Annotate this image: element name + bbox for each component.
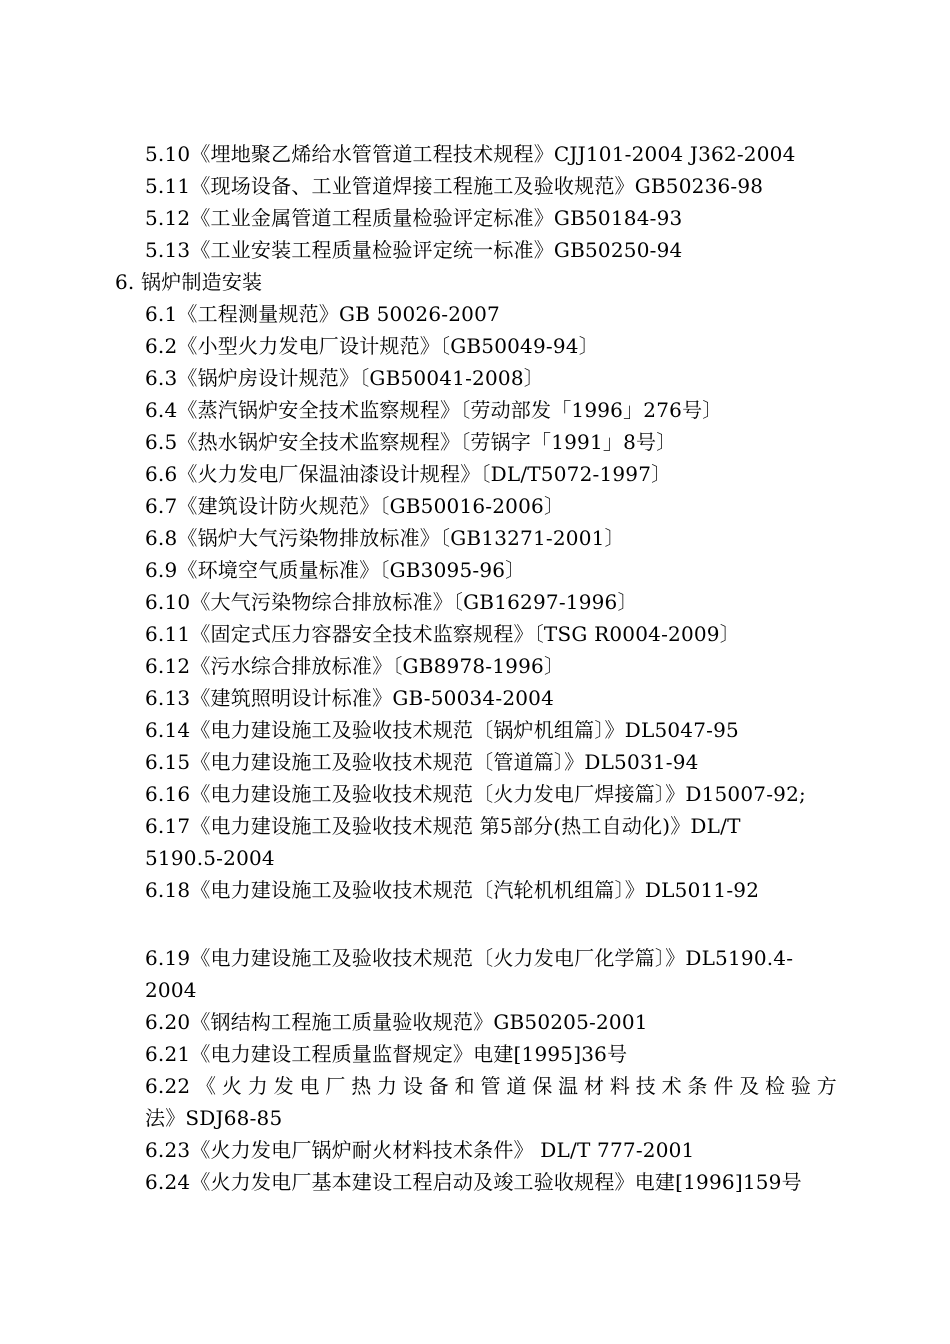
list-item: 6.19《电力建设施工及验收技术规范〔火力发电厂化学篇〕》DL5190.4-: [145, 946, 794, 970]
list-item-continuation: 5190.5-2004: [145, 846, 275, 870]
list-item: 6.11《固定式压力容器安全技术监察规程》〔TSG R0004-2009〕: [145, 622, 740, 646]
list-item: 6.17《电力建设施工及验收技术规范 第5部分(热工自动化)》DL/T: [145, 814, 741, 838]
list-item: 6.22《火力发电厂热力设备和管道保温材料技术条件及检验方: [145, 1074, 837, 1098]
list-item: 6.20《钢结构工程施工质量验收规范》GB50205-2001: [145, 1010, 648, 1034]
list-item: 5.11《现场设备、工业管道焊接工程施工及验收规范》GB50236-98: [145, 174, 764, 198]
list-item: 6.5《热水锅炉安全技术监察规程》〔劳锅字「1991」8号〕: [145, 430, 677, 454]
list-item-continuation: 2004: [145, 978, 197, 1002]
list-item: 6.2《小型火力发电厂设计规范》〔GB50049-94〕: [145, 334, 599, 358]
list-item: 5.12《工业金属管道工程质量检验评定标准》GB50184-93: [145, 206, 683, 230]
list-item: 6.23《火力发电厂锅炉耐火材料技术条件》 DL/T 777-2001: [145, 1138, 695, 1162]
list-item: 6.24《火力发电厂基本建设工程启动及竣工验收规程》电建[1996]159号: [145, 1170, 802, 1194]
section-heading: 6. 锅炉制造安装: [115, 270, 263, 294]
list-item: 6.6《火力发电厂保温油漆设计规程》〔DL/T5072-1997〕: [145, 462, 672, 486]
list-item: 6.9《环境空气质量标准》〔GB3095-96〕: [145, 558, 526, 582]
list-item: 6.13《建筑照明设计标准》GB-50034-2004: [145, 686, 555, 710]
list-item: 6.1《工程测量规范》GB 50026-2007: [145, 302, 500, 326]
list-item: 6.12《污水综合排放标准》〔GB8978-1996〕: [145, 654, 565, 678]
list-item: 6.4《蒸汽锅炉安全技术监察规程》〔劳动部发「1996」276号〕: [145, 398, 723, 422]
list-item: 5.13《工业安装工程质量检验评定统一标准》GB50250-94: [145, 238, 683, 262]
list-item: 6.8《锅炉大气污染物排放标准》〔GB13271-2001〕: [145, 526, 625, 550]
list-item: 6.3《锅炉房设计规范》〔GB50041-2008〕: [145, 366, 544, 390]
list-item: 6.18《电力建设施工及验收技术规范〔汽轮机机组篇〕》DL5011-92: [145, 878, 760, 902]
list-item-continuation: 法》SDJ68-85: [145, 1106, 283, 1130]
list-item: 6.14《电力建设施工及验收技术规范〔锅炉机组篇〕》DL5047-95: [145, 718, 739, 742]
list-item: 6.16《电力建设施工及验收技术规范〔火力发电厂焊接篇〕》D15007-92;: [145, 782, 806, 806]
list-item: 5.10《埋地聚乙烯给水管管道工程技术规程》CJJ101-2004 J362-2004: [145, 142, 796, 166]
list-item: 6.15《电力建设施工及验收技术规范〔管道篇〕》DL5031-94: [145, 750, 699, 774]
list-item: 6.10《大气污染物综合排放标准》〔GB16297-1996〕: [145, 590, 638, 614]
list-item: 6.7《建筑设计防火规范》〔GB50016-2006〕: [145, 494, 565, 518]
list-item: 6.21《电力建设工程质量监督规定》电建[1995]36号: [145, 1042, 628, 1066]
